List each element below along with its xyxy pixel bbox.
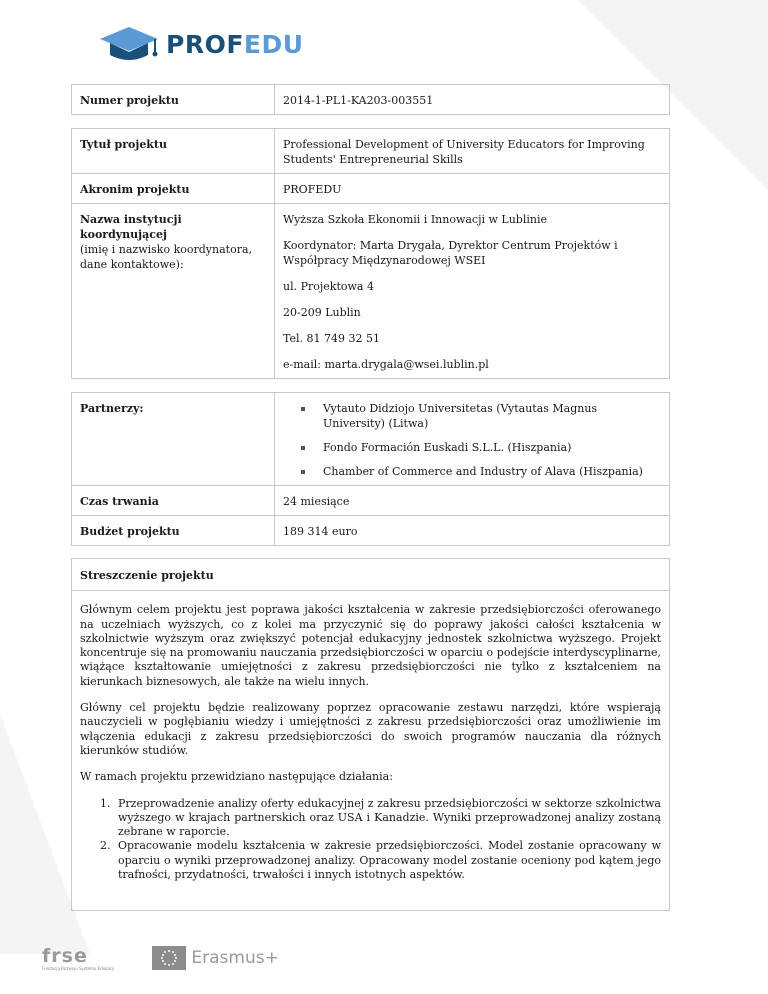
row-instytucja — [72, 204, 670, 379]
profedu-logo — [98, 22, 304, 68]
row-budzet — [72, 516, 670, 546]
partners-list — [283, 401, 661, 479]
value-tytul: Professional Development of University Educators for Improving Students' Entrepreneurial Skills — [275, 129, 670, 174]
label-czas: Czas trwania — [72, 486, 275, 516]
list-item — [283, 464, 661, 479]
value-budzet: 189 314 euro — [275, 516, 670, 546]
summary-title: Streszczenie projektu — [72, 559, 669, 591]
row-partnerzy — [72, 393, 670, 486]
partner-name: Chamber of Commerce and Industry of Alava (Hiszpania) — [323, 465, 643, 478]
row-czas — [72, 486, 670, 516]
list-item — [283, 440, 661, 455]
logo-word-main: PROF — [166, 30, 244, 59]
bullet-icon — [301, 407, 305, 411]
logo-wordmark — [166, 22, 304, 68]
row-akronim — [72, 174, 670, 204]
label-instytucja-sub: (imię i nazwisko koordynatora, dane kontaktowe): — [80, 243, 253, 271]
row-tytul — [72, 129, 670, 174]
value-numer: 2014-1-PL1-KA203-003551 — [275, 85, 670, 115]
label-partnerzy: Partnerzy: — [72, 393, 275, 486]
instytucja-line: 20-209 Lublin — [283, 306, 361, 319]
summary-paragraph: Głównym celem projektu jest poprawa jakości kształcenia w zakresie przedsiębiorczości oferowanego na uczelniach wyższych, co z kolei ma przyczynić się do poprawy jakości całości kształcenia w szkolnictwie wyższym oraz zwiększyć potencjał edukacyjny jednostek szkolnictwa wyższego. Projekt koncentruje się na promowaniu nauczania przedsiębiorczości w oparciu o podejście interdyscyplinarne, wiążące kształtowanie umiejętności z zakresu przedsiębiorczości nie tylko z kształceniem na kierunkach biznesowych, ale także na wielu innych. — [80, 603, 661, 688]
instytucja-line: ul. Projektowa 4 — [283, 280, 374, 293]
summary-body — [72, 591, 669, 882]
value-instytucja — [275, 204, 670, 379]
activities-list — [80, 797, 661, 883]
label-tytul: Tytuł projektu — [72, 129, 275, 174]
eu-flag-icon — [152, 946, 186, 970]
project-info-table — [71, 84, 670, 546]
summary-paragraph: Główny cel projektu będzie realizowany poprzez opracowanie zestawu narzędzi, które wspierają nauczycieli w pogłębianiu wiedzy i umiejętności z zakresu przedsiębiorczości oraz umożliwienie im włączenia edukacji z zakresu przedsiębiorczości do swoich programów nauczania dla różnych kierunków studiów. — [80, 701, 661, 757]
instytucja-email: e-mail: marta.drygala@wsei.lublin.pl — [283, 358, 489, 371]
label-akronim: Akronim projektu — [72, 174, 275, 204]
bullet-icon — [301, 470, 305, 474]
frse-subtitle: Fundacja Rozwoju Systemu Edukacji — [42, 965, 115, 971]
footer-logos — [42, 944, 279, 972]
list-item — [283, 401, 661, 431]
instytucja-line: Wyższa Szkoła Ekonomii i Innowacji w Lublinie — [283, 213, 547, 226]
value-akronim: PROFEDU — [275, 174, 670, 204]
partner-name: Vytauto Didziojo Universitetas (Vytautas Magnus University) (Litwa) — [323, 402, 598, 430]
graduation-cap-icon — [98, 25, 160, 65]
list-item — [80, 797, 661, 840]
instytucja-line: Tel. 81 749 32 51 — [283, 332, 380, 345]
row-numer — [72, 85, 670, 115]
value-czas: 24 miesiące — [275, 486, 670, 516]
logo-word-accent: EDU — [243, 30, 304, 59]
summary-paragraph: W ramach projektu przewidziano następujące działania: — [80, 770, 393, 784]
label-budzet: Budżet projektu — [72, 516, 275, 546]
activity-text: Przeprowadzenie analizy oferty edukacyjnej z zakresu przedsiębiorczości w sektorze szkolnictwa wyższego w krajach partnerskich oraz USA i Kanadzie. Wyniki przeprowadzonej analizy zostaną zebrane w raporcie. — [118, 796, 661, 839]
label-instytucja — [72, 204, 275, 379]
value-partnerzy — [275, 393, 670, 486]
partner-name: Fondo Formación Euskadi S.L.L. (Hiszpania) — [323, 441, 572, 454]
erasmus-plus-logo: Erasmus+ — [191, 948, 279, 968]
label-instytucja-title: Nazwa instytucji koordynującej — [80, 213, 182, 241]
frse-wordmark: frse — [42, 944, 88, 967]
bullet-icon — [301, 446, 305, 450]
summary-box — [71, 558, 670, 911]
activity-text: Opracowanie modelu kształcenia w zakresie przedsiębiorczości. Model zostanie opracowany w oparciu o wyniki przeprowadzonej analizy. Opracowany model zostanie oceniony pod kątem jego trafności, przydatności, trwałości i innych istotnych aspektów. — [118, 839, 661, 882]
frse-logo — [42, 946, 114, 971]
list-number: 2. — [100, 839, 111, 853]
list-number: 1. — [100, 796, 111, 810]
list-item — [80, 839, 661, 882]
instytucja-line: Koordynator: Marta Drygała, Dyrektor Centrum Projektów i Współpracy Międzynarodowej WSEI — [283, 239, 618, 267]
label-numer: Numer projektu — [72, 85, 275, 115]
